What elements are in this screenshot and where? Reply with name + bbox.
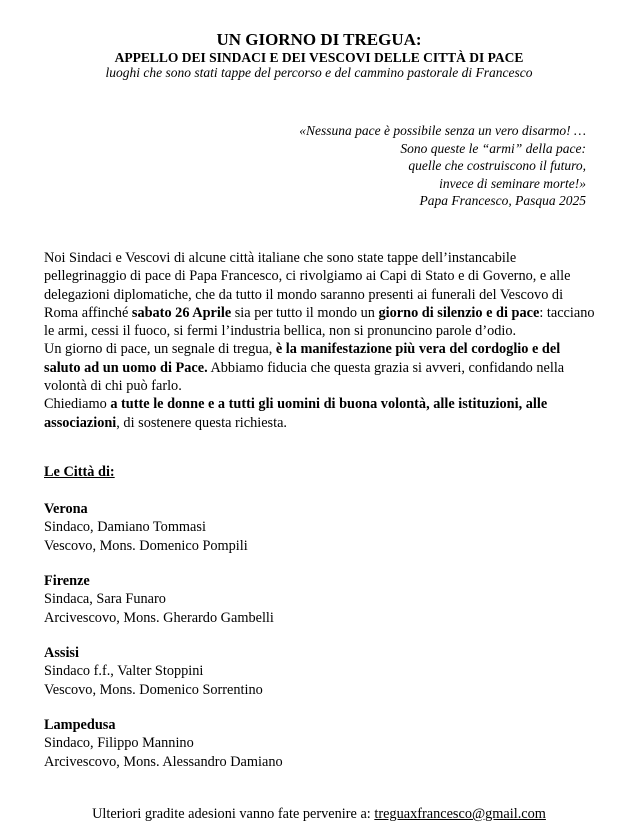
quote-line: Sono queste le “armi” della pace:: [400, 140, 586, 156]
appeal-body: [44, 249, 600, 432]
appeal-paragraph-1: [44, 249, 600, 340]
city-mayor: Sindaco, Filippo Mannino: [44, 735, 194, 752]
city-name: Assisi: [44, 645, 79, 661]
cities-heading: Le Città di:: [44, 464, 115, 480]
text-run: Un giorno di pace, un segnale di tregua,: [44, 341, 276, 358]
city-bishop: Vescovo, Mons. Domenico Pompili: [44, 537, 248, 554]
city-bishop: Vescovo, Mons. Domenico Sorrentino: [44, 681, 263, 698]
audience-highlight: a tutte le donne e a tutti gli uomini di buona volontà, alle istituzioni, alle associazioni: [44, 396, 548, 431]
city-bishop: Arcivescovo, Mons. Alessandro Damiano: [44, 753, 283, 770]
text-run: Chiediamo: [44, 396, 111, 413]
city-block-verona: [44, 500, 248, 555]
text-run: , di sostenere questa richiesta.: [116, 414, 287, 431]
city-name: Firenze: [44, 573, 90, 589]
text-run: Abbiamo fiducia che questa grazia si avveri, confidando nella volontà di chi può farlo.: [44, 359, 565, 395]
appeal-paragraph-2: [44, 340, 600, 395]
city-mayor: Sindaco, Damiano Tommasi: [44, 519, 206, 536]
footer: [0, 806, 638, 823]
city-name: Lampedusa: [44, 717, 116, 733]
pope-quote: [299, 122, 586, 210]
city-bishop: Arcivescovo, Mons. Gherardo Gambelli: [44, 609, 274, 626]
city-mayor: Sindaco f.f., Valter Stoppini: [44, 663, 204, 680]
quote-line: «Nessuna pace è possibile senza un vero disarmo! …: [299, 123, 586, 138]
peace-day-highlight: giorno di silenzio e di pace: [378, 304, 540, 321]
appeal-paragraph-3: [44, 395, 600, 432]
city-block-firenze: [44, 572, 274, 627]
footer-text: Ulteriori gradite adesioni vanno fate pervenire a:: [92, 806, 375, 822]
text-run: Noi Sindaci e Vescovi di alcune città italiane che sono state tappe dell’instancabile pellegrinaggio di pace di Papa Francesco, ci rivolgiamo ai Capi di Stato e di Governo, e alle delegazioni diplomatiche, che da tutto il mondo saranno presenti ai funerali del Vescovo di Roma affinché: [44, 250, 571, 321]
city-mayor: Sindaca, Sara Funaro: [44, 591, 166, 608]
document-subtitle: APPELLO DEI SINDACI E DEI VESCOVI DELLE CITTÀ DI PACE: [114, 50, 524, 65]
contact-email-link[interactable]: treguaxfrancesco@gmail.com: [374, 806, 546, 822]
condolence-highlight: è la manifestazione più vera del cordoglio e del saluto ad un uomo di Pace.: [44, 341, 561, 376]
text-run: sia per tutto il mondo un: [231, 304, 379, 321]
text-run: : tacciano le armi, cessi il fuoco, si fermi l’industria bellica, non si pronuncino parole d’odio.: [44, 304, 595, 340]
document-title: UN GIORNO DI TREGUA:: [216, 30, 422, 49]
city-block-lampedusa: [44, 716, 283, 771]
city-name: Verona: [44, 501, 88, 517]
quote-line: quelle che costruiscono il futuro,: [408, 158, 586, 173]
date-highlight: sabato 26 Aprile: [131, 304, 232, 321]
document-header: [0, 30, 638, 81]
quote-line: invece di seminare morte!»: [439, 175, 586, 191]
quote-attribution: Papa Francesco, Pasqua 2025: [419, 193, 586, 208]
document-tagline: luoghi che sono stati tappe del percorso e del cammino pastorale di Francesco: [105, 65, 533, 80]
city-block-assisi: [44, 644, 263, 699]
